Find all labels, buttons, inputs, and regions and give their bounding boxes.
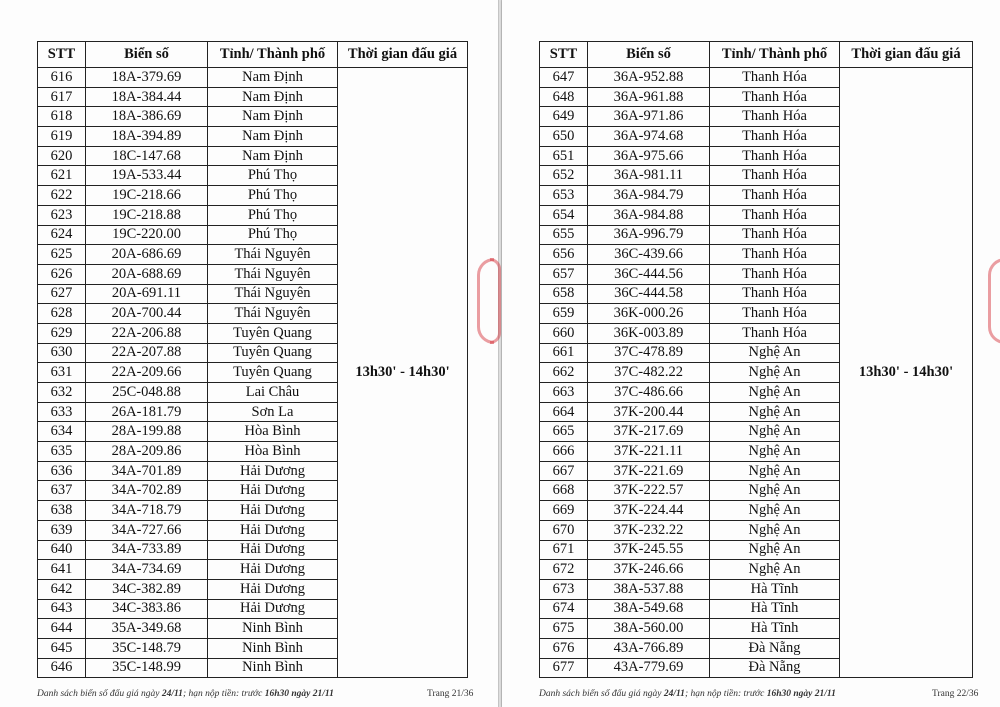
cell-plate: 20A-688.69	[86, 264, 208, 284]
cell-province: Thanh Hóa	[710, 225, 840, 245]
cell-province: Sơn La	[208, 402, 338, 422]
cell-plate: 36C-439.66	[588, 245, 710, 265]
table-header-row	[38, 42, 468, 68]
cell-province: Nghệ An	[710, 501, 840, 521]
cell-province: Thái Nguyên	[208, 304, 338, 324]
cell-plate: 35C-148.79	[86, 638, 208, 658]
cell-plate: 18A-394.89	[86, 127, 208, 147]
cell-plate: 34C-383.86	[86, 599, 208, 619]
cell-plate: 20A-686.69	[86, 245, 208, 265]
header-time: Thời gian đấu giá	[840, 42, 973, 68]
cell-stt: 673	[540, 579, 588, 599]
cell-stt: 632	[38, 383, 86, 403]
cell-plate: 36C-444.58	[588, 284, 710, 304]
cell-stt: 658	[540, 284, 588, 304]
cell-plate: 25C-048.88	[86, 383, 208, 403]
table-header-row	[540, 42, 973, 68]
cell-province: Ninh Bình	[208, 619, 338, 639]
cell-stt: 621	[38, 166, 86, 186]
cell-plate: 37K-221.69	[588, 461, 710, 481]
cell-plate: 37K-200.44	[588, 402, 710, 422]
cell-province: Thanh Hóa	[710, 87, 840, 107]
cell-stt: 675	[540, 619, 588, 639]
cell-stt: 662	[540, 363, 588, 383]
cell-plate: 19C-220.00	[86, 225, 208, 245]
red-seal-fragment-right	[490, 258, 501, 344]
cell-stt: 671	[540, 540, 588, 560]
table-row	[38, 68, 468, 88]
footer-deadline: 16h30 ngày 21/11	[264, 689, 334, 699]
footer-date: 24/11	[161, 689, 183, 699]
cell-plate: 37K-232.22	[588, 520, 710, 540]
cell-province: Ninh Bình	[208, 658, 338, 678]
cell-stt: 620	[38, 146, 86, 166]
cell-plate: 34A-701.89	[86, 461, 208, 481]
cell-province: Nghệ An	[710, 363, 840, 383]
cell-plate: 28A-209.86	[86, 442, 208, 462]
cell-plate: 34A-734.69	[86, 560, 208, 580]
cell-plate: 38A-537.88	[588, 579, 710, 599]
cell-plate: 37K-224.44	[588, 501, 710, 521]
cell-province: Hà Tĩnh	[710, 599, 840, 619]
cell-plate: 28A-199.88	[86, 422, 208, 442]
cell-province: Hòa Bình	[208, 422, 338, 442]
table-body-right	[540, 68, 973, 678]
cell-province: Thái Nguyên	[208, 284, 338, 304]
cell-plate: 36A-952.88	[588, 68, 710, 88]
cell-province: Hải Dương	[208, 579, 338, 599]
cell-province: Đà Nẵng	[710, 638, 840, 658]
footer-mid: ; hạn nộp tiền: trước	[684, 689, 765, 699]
cell-province: Nghệ An	[710, 442, 840, 462]
cell-province: Phú Thọ	[208, 186, 338, 206]
footer-prefix: Danh sách biển số đấu giá ngày	[37, 689, 160, 699]
cell-province: Phú Thọ	[208, 225, 338, 245]
cell-plate: 19C-218.88	[86, 205, 208, 225]
cell-stt: 653	[540, 186, 588, 206]
cell-plate: 36A-974.68	[588, 127, 710, 147]
cell-stt: 648	[540, 87, 588, 107]
cell-province: Thanh Hóa	[710, 127, 840, 147]
header-stt: STT	[38, 42, 86, 68]
cell-stt: 661	[540, 343, 588, 363]
cell-province: Thanh Hóa	[710, 284, 840, 304]
cell-province: Thanh Hóa	[710, 205, 840, 225]
cell-stt: 617	[38, 87, 86, 107]
cell-province: Ninh Bình	[208, 638, 338, 658]
cell-plate: 36A-981.11	[588, 166, 710, 186]
cell-stt: 623	[38, 205, 86, 225]
cell-stt: 677	[540, 658, 588, 678]
cell-stt: 647	[540, 68, 588, 88]
cell-province: Thanh Hóa	[710, 304, 840, 324]
cell-plate: 37K-245.55	[588, 540, 710, 560]
page-footer-left	[37, 689, 334, 699]
cell-province: Hải Dương	[208, 520, 338, 540]
cell-stt: 674	[540, 599, 588, 619]
cell-plate: 37K-221.11	[588, 442, 710, 462]
cell-plate: 34A-702.89	[86, 481, 208, 501]
cell-plate: 20A-700.44	[86, 304, 208, 324]
cell-time-slot: 13h30' - 14h30'	[338, 68, 468, 678]
cell-province: Hải Dương	[208, 461, 338, 481]
cell-plate: 36A-984.79	[588, 186, 710, 206]
cell-province: Nghệ An	[710, 383, 840, 403]
cell-stt: 652	[540, 166, 588, 186]
table-body-left	[38, 68, 468, 678]
cell-plate: 26A-181.79	[86, 402, 208, 422]
cell-province: Nghệ An	[710, 461, 840, 481]
cell-stt: 636	[38, 461, 86, 481]
cell-plate: 35A-349.68	[86, 619, 208, 639]
cell-province: Đà Nẵng	[710, 658, 840, 678]
cell-stt: 625	[38, 245, 86, 265]
cell-plate: 43A-779.69	[588, 658, 710, 678]
cell-province: Nghệ An	[710, 560, 840, 580]
cell-stt: 676	[540, 638, 588, 658]
cell-province: Phú Thọ	[208, 205, 338, 225]
cell-stt: 635	[38, 442, 86, 462]
cell-stt: 638	[38, 501, 86, 521]
cell-province: Nam Định	[208, 68, 338, 88]
table-row	[540, 68, 973, 88]
cell-stt: 645	[38, 638, 86, 658]
cell-plate: 37K-217.69	[588, 422, 710, 442]
cell-plate: 36A-971.86	[588, 107, 710, 127]
cell-province: Tuyên Quang	[208, 323, 338, 343]
cell-plate: 18A-386.69	[86, 107, 208, 127]
cell-province: Thanh Hóa	[710, 323, 840, 343]
cell-province: Tuyên Quang	[208, 363, 338, 383]
cell-stt: 628	[38, 304, 86, 324]
cell-stt: 633	[38, 402, 86, 422]
cell-plate: 36C-444.56	[588, 264, 710, 284]
header-plate: Biển số	[86, 42, 208, 68]
cell-province: Nghệ An	[710, 481, 840, 501]
cell-province: Hải Dương	[208, 560, 338, 580]
cell-province: Nghệ An	[710, 540, 840, 560]
cell-plate: 37C-486.66	[588, 383, 710, 403]
footer-date: 24/11	[663, 689, 685, 699]
cell-province: Nghệ An	[710, 422, 840, 442]
auction-table-left	[37, 41, 468, 678]
cell-stt: 626	[38, 264, 86, 284]
cell-province: Nam Định	[208, 87, 338, 107]
cell-stt: 659	[540, 304, 588, 324]
cell-plate: 34A-733.89	[86, 540, 208, 560]
cell-province: Thanh Hóa	[710, 186, 840, 206]
cell-plate: 37C-478.89	[588, 343, 710, 363]
cell-stt: 663	[540, 383, 588, 403]
cell-stt: 669	[540, 501, 588, 521]
cell-plate: 22A-207.88	[86, 343, 208, 363]
cell-stt: 640	[38, 540, 86, 560]
cell-plate: 38A-560.00	[588, 619, 710, 639]
footer-deadline: 16h30 ngày 21/11	[766, 689, 836, 699]
cell-province: Hải Dương	[208, 540, 338, 560]
auction-table-right	[539, 41, 973, 678]
cell-stt: 630	[38, 343, 86, 363]
page-footer-right	[539, 689, 836, 699]
cell-plate: 36A-975.66	[588, 146, 710, 166]
cell-stt: 655	[540, 225, 588, 245]
cell-province: Hà Tĩnh	[710, 619, 840, 639]
cell-plate: 36A-961.88	[588, 87, 710, 107]
cell-province: Nghệ An	[710, 402, 840, 422]
document-page-left	[0, 0, 498, 707]
cell-plate: 22A-209.66	[86, 363, 208, 383]
header-province: Tỉnh/ Thành phố	[208, 42, 338, 68]
header-time: Thời gian đấu giá	[338, 42, 468, 68]
cell-stt: 651	[540, 146, 588, 166]
cell-plate: 37K-222.57	[588, 481, 710, 501]
cell-stt: 646	[38, 658, 86, 678]
page-number-right: Trang 22/36	[932, 689, 979, 699]
cell-stt: 631	[38, 363, 86, 383]
cell-stt: 670	[540, 520, 588, 540]
cell-stt: 634	[38, 422, 86, 442]
cell-stt: 618	[38, 107, 86, 127]
cell-stt: 616	[38, 68, 86, 88]
cell-province: Tuyên Quang	[208, 343, 338, 363]
cell-plate: 34A-727.66	[86, 520, 208, 540]
cell-plate: 18A-384.44	[86, 87, 208, 107]
cell-stt: 619	[38, 127, 86, 147]
cell-province: Hà Tĩnh	[710, 579, 840, 599]
header-province: Tỉnh/ Thành phố	[710, 42, 840, 68]
cell-stt: 654	[540, 205, 588, 225]
cell-stt: 665	[540, 422, 588, 442]
cell-stt: 666	[540, 442, 588, 462]
cell-stt: 649	[540, 107, 588, 127]
cell-province: Thanh Hóa	[710, 146, 840, 166]
cell-province: Nam Định	[208, 107, 338, 127]
cell-province: Nam Định	[208, 146, 338, 166]
cell-stt: 667	[540, 461, 588, 481]
cell-stt: 637	[38, 481, 86, 501]
cell-province: Thanh Hóa	[710, 68, 840, 88]
footer-mid: ; hạn nộp tiền: trước	[182, 689, 263, 699]
cell-stt: 624	[38, 225, 86, 245]
cell-stt: 672	[540, 560, 588, 580]
cell-plate: 36A-996.79	[588, 225, 710, 245]
cell-province: Thanh Hóa	[710, 245, 840, 265]
cell-stt: 656	[540, 245, 588, 265]
cell-time-slot: 13h30' - 14h30'	[840, 68, 973, 678]
cell-province: Lai Châu	[208, 383, 338, 403]
cell-plate: 18A-379.69	[86, 68, 208, 88]
page-number-left: Trang 21/36	[427, 689, 474, 699]
cell-province: Thái Nguyên	[208, 264, 338, 284]
cell-stt: 639	[38, 520, 86, 540]
cell-stt: 627	[38, 284, 86, 304]
cell-stt: 644	[38, 619, 86, 639]
cell-stt: 622	[38, 186, 86, 206]
cell-province: Nghệ An	[710, 343, 840, 363]
cell-stt: 650	[540, 127, 588, 147]
red-seal-fragment-edge	[988, 258, 1000, 344]
cell-plate: 38A-549.68	[588, 599, 710, 619]
cell-stt: 641	[38, 560, 86, 580]
cell-province: Thanh Hóa	[710, 166, 840, 186]
cell-province: Hải Dương	[208, 501, 338, 521]
cell-plate: 18C-147.68	[86, 146, 208, 166]
cell-plate: 19A-533.44	[86, 166, 208, 186]
cell-province: Hải Dương	[208, 599, 338, 619]
cell-province: Thái Nguyên	[208, 245, 338, 265]
cell-province: Nghệ An	[710, 520, 840, 540]
document-page-right	[502, 0, 1000, 707]
cell-province: Thanh Hóa	[710, 107, 840, 127]
cell-province: Phú Thọ	[208, 166, 338, 186]
cell-plate: 34A-718.79	[86, 501, 208, 521]
cell-plate: 37K-246.66	[588, 560, 710, 580]
header-stt: STT	[540, 42, 588, 68]
cell-plate: 43A-766.89	[588, 638, 710, 658]
cell-province: Nam Định	[208, 127, 338, 147]
cell-plate: 35C-148.99	[86, 658, 208, 678]
cell-stt: 629	[38, 323, 86, 343]
cell-province: Thanh Hóa	[710, 264, 840, 284]
cell-stt: 657	[540, 264, 588, 284]
cell-province: Hải Dương	[208, 481, 338, 501]
cell-stt: 642	[38, 579, 86, 599]
cell-stt: 664	[540, 402, 588, 422]
cell-plate: 36A-984.88	[588, 205, 710, 225]
cell-stt: 668	[540, 481, 588, 501]
cell-plate: 34C-382.89	[86, 579, 208, 599]
footer-prefix: Danh sách biển số đấu giá ngày	[539, 689, 662, 699]
cell-stt: 643	[38, 599, 86, 619]
header-plate: Biển số	[588, 42, 710, 68]
cell-plate: 22A-206.88	[86, 323, 208, 343]
cell-plate: 37C-482.22	[588, 363, 710, 383]
cell-plate: 36K-003.89	[588, 323, 710, 343]
cell-plate: 19C-218.66	[86, 186, 208, 206]
cell-plate: 36K-000.26	[588, 304, 710, 324]
cell-province: Hòa Bình	[208, 442, 338, 462]
cell-stt: 660	[540, 323, 588, 343]
cell-plate: 20A-691.11	[86, 284, 208, 304]
